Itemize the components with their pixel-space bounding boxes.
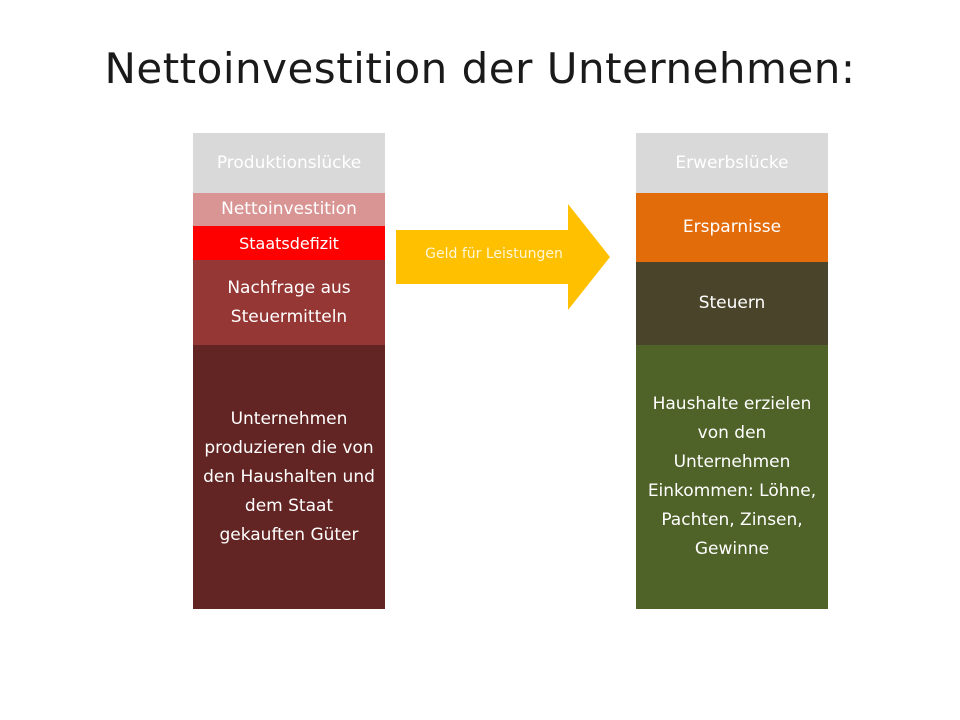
tax-demand-label: Nachfrage aus Steuermitteln	[227, 277, 351, 327]
arrow-label: Geld für Leistungen	[425, 246, 563, 262]
income-gap-label: Erwerbslücke	[675, 152, 789, 173]
savings-block	[636, 193, 828, 262]
savings-label: Ersparnisse	[682, 217, 782, 237]
state-deficit-block	[193, 226, 385, 260]
page-title: Nettoinvestition der Unternehmen:	[104, 44, 856, 93]
net-investment-block	[193, 193, 385, 226]
production-column	[193, 133, 385, 609]
taxes-label: Steuern	[698, 293, 766, 313]
net-investment-label: Nettoinvestition	[221, 199, 357, 219]
tax-demand-block	[193, 260, 385, 345]
household-income-block	[636, 345, 828, 609]
income-gap-block	[636, 133, 828, 193]
companies-produce-label: Unternehmen produzieren die von den Haushalten und dem Staat gekauften Güter	[203, 408, 375, 545]
household-income-label: Haushalte erzielen von den Unternehmen Einkommen: Löhne, Pachten, Zinsen, Gewinne	[647, 394, 817, 559]
income-column	[636, 133, 828, 609]
state-deficit-label: Staatsdefizit	[239, 233, 339, 253]
companies-produce-block	[193, 345, 385, 609]
taxes-block	[636, 262, 828, 345]
production-gap-block	[193, 133, 385, 193]
money-for-services-arrow	[396, 204, 610, 310]
production-gap-label: Produktionslücke	[216, 152, 362, 173]
